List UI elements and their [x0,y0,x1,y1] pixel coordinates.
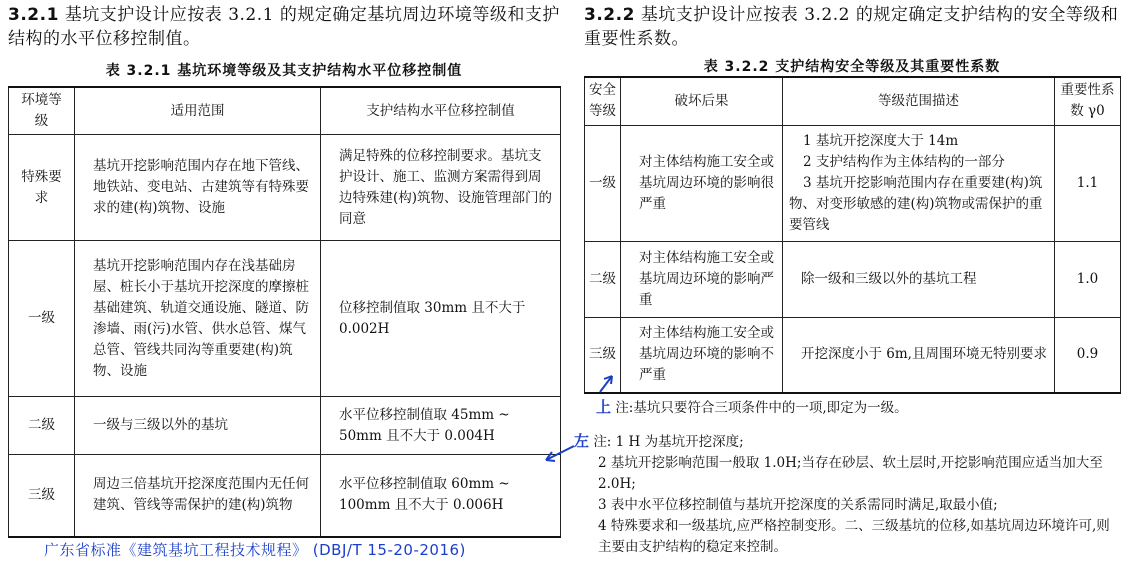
row-consequence: 对主体结构施工安全或基坑周边环境的影响很严重 [621,125,783,241]
left-clause-text: 基坑支护设计应按表 3.2.1 的规定确定基坑周边环境等级和支护结构的水平位移控制值。 [8,5,560,49]
row-grade: 特殊要求 [9,135,75,241]
upper-marker: 上 [596,398,612,416]
row-limit: 水平位移控制值取 45mm ~ 50mm 且不大于 0.004H [321,397,561,455]
right-clause-number: 3.2.2 [584,5,635,25]
row-description: 开挖深度小于 6m,且周围环境无特别要求 [783,317,1055,393]
header-scope: 适用范围 [75,87,321,135]
desc-item: 2 支护结构作为主体结构的一部分 [803,153,1005,170]
row-grade: 三级 [585,317,621,393]
desc-item: 1 基坑开挖深度大于 14m [803,132,959,149]
notes-label: 注: [593,434,612,450]
note-item: 3 表中水平位移控制值与基坑开挖深度的关系需同时满足,取最小值; [598,497,998,513]
header-factor: 重要性系数 γ0 [1055,77,1121,125]
row-grade: 一级 [9,241,75,397]
row-grade: 二级 [585,241,621,317]
row-factor: 1.1 [1055,125,1121,241]
left-clause-number: 3.2.1 [8,5,59,25]
header-consequence: 破坏后果 [621,77,783,125]
header-safety-grade: 安全等级 [585,77,621,125]
row-limit: 满足特殊的位移控制要求。基坑支护设计、施工、监测方案需得到周边特殊建(构)筑物、设施管理部门的同意 [321,135,561,241]
right-table-caption: 表 3.2.2 支护结构安全等级及其重要性系数 [703,59,1001,75]
row-scope: 基坑开挖影响范围内存在地下管线、地铁站、变电站、古建筑等有特殊要求的建(构)筑物、设施 [75,135,321,241]
row-factor: 0.9 [1055,317,1121,393]
row-consequence: 对主体结构施工安全或基坑周边环境的影响严重 [621,241,783,317]
left-table-caption: 表 3.2.1 基坑环境等级及其支护结构水平位移控制值 [105,63,463,79]
row-scope: 周边三倍基坑开挖深度范围内无任何建筑、管线等需保护的建(构)筑物 [75,455,321,537]
row-limit: 水平位移控制值取 60mm ~ 100mm 且不大于 0.006H [321,455,561,537]
header-limit: 支护结构水平位移控制值 [321,87,561,135]
right-clause-text: 基坑支护设计应按表 3.2.2 的规定确定支护结构的安全等级和重要性系数。 [584,5,1119,49]
header-grade: 环境等级 [9,87,75,135]
standard-reference: 广东省标准《建筑基坑工程技术规程》 (DBJ/T 15-20-2016) [44,541,466,559]
note-item: 2 基坑开挖影响范围一般取 1.0H;当存在砂层、软土层时,开挖影响范围应适当加大至 2.0H; [598,455,1103,492]
row-grade: 一级 [585,125,621,241]
row-grade: 三级 [9,455,75,537]
desc-item: 3 基坑开挖影响范围内存在重要建(构)筑物、对变形敏感的建(构)筑物或需保护的重要管线 [789,174,1043,233]
row-description: 除一级和三级以外的基坑工程 [783,241,1055,317]
row-limit: 位移控制值取 30mm 且不大于 0.002H [321,241,561,397]
note-item: 4 特殊要求和一级基坑,应严格控制变形。二、三级基坑的位移,如基坑周边环境许可,则主要由支护结构的稳定来控制。 [598,518,1110,555]
upper-note-text: 注:基坑只要符合三项条件中的一项,即定为一级。 [615,400,908,416]
row-scope: 一级与三级以外的基坑 [75,397,321,455]
header-description: 等级范围描述 [783,77,1055,125]
note-item: 1 H 为基坑开挖深度; [615,434,744,450]
left-marker: 左 [574,432,590,450]
row-scope: 基坑开挖影响范围内存在浅基础房屋、桩长小于基坑开挖深度的摩擦桩基础建筑、轨道交通设施、隧道、防渗墙、雨(污)水管、供水总管、煤气总管、管线共同沟等重要建(构)筑物、设施 [75,241,321,397]
row-factor: 1.0 [1055,241,1121,317]
row-grade: 二级 [9,397,75,455]
row-consequence: 对主体结构施工安全或基坑周边环境的影响不严重 [621,317,783,393]
